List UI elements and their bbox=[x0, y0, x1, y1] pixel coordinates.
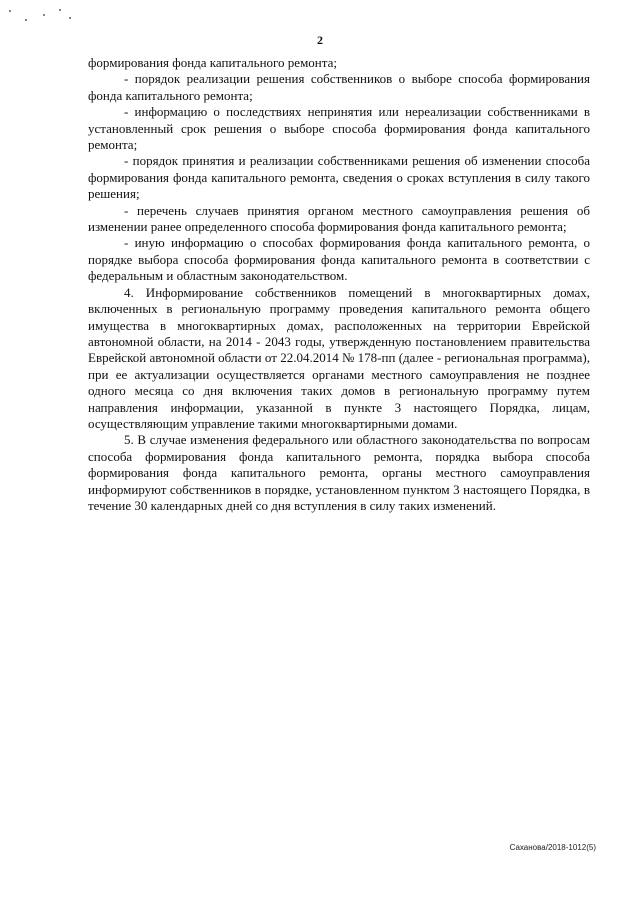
paragraph-item-4: 4. Информирование собственников помещений в многоквартирных домах, включенных в региональную программу проведения капитального ремонта общего имущества в многоквартирных домах, расположенных на территории Еврейской автономной области, на 2014 - 2043 годы, утвержденную постановлением правительства Еврейской автономной области от 22.04.2014 № 178-пп (далее - региональная программа), при ее актуализации осуществляется органами местного самоуправления не позднее одного месяца со дня включения таких домов в региональную программу путем направления информации, указанной в пункте 3 настоящего Порядка, лицам, осуществляющим управление такими многоквартирными домами. bbox=[88, 284, 590, 431]
scan-artifact-marks bbox=[6, 6, 76, 26]
list-item-implementation-procedure: - порядок реализации решения собственников о выборе способа формирования фонда капитального ремонта; bbox=[88, 71, 590, 103]
document-footer-code: Саханова/2018-1012(5) bbox=[509, 843, 596, 852]
list-item-consequences-info: - информацию о последствиях непринятия или нереализации собственниками в установленный срок решения о выборе способа формирования фонда капитального ремонта; bbox=[88, 104, 590, 153]
paragraph-item-5: 5. В случае изменения федерального или областного законодательства по вопросам способа формирования фонда капитального ремонта, порядка выбора способа формирования фонда капитального ремонта, органы местного самоуправления информируют собственников в порядке, установленном пунктом 3 настоящего Порядка, в течение 30 календарных дней со дня вступления в силу таких изменений. bbox=[88, 432, 590, 513]
list-item-change-procedure: - порядок принятия и реализации собственниками решения об изменении способа формирования фонда капитального ремонта, сведения о сроках вступления в силу такого решения; bbox=[88, 153, 590, 202]
list-item-other-info: - иную информацию о способах формирования фонда капитального ремонта, о порядке выбора способа формирования фонда капитального ремонта в соответствии с федеральным и областным законодательством. bbox=[88, 235, 590, 284]
document-body bbox=[88, 55, 590, 514]
page-number: 2 bbox=[317, 33, 323, 47]
paragraph-continuation: формирования фонда капитального ремонта; bbox=[88, 55, 337, 70]
list-item-cases-list: - перечень случаев принятия органом местного самоуправления решения об изменении ранее определенного способа формирования фонда капитального ремонта; bbox=[88, 202, 590, 235]
